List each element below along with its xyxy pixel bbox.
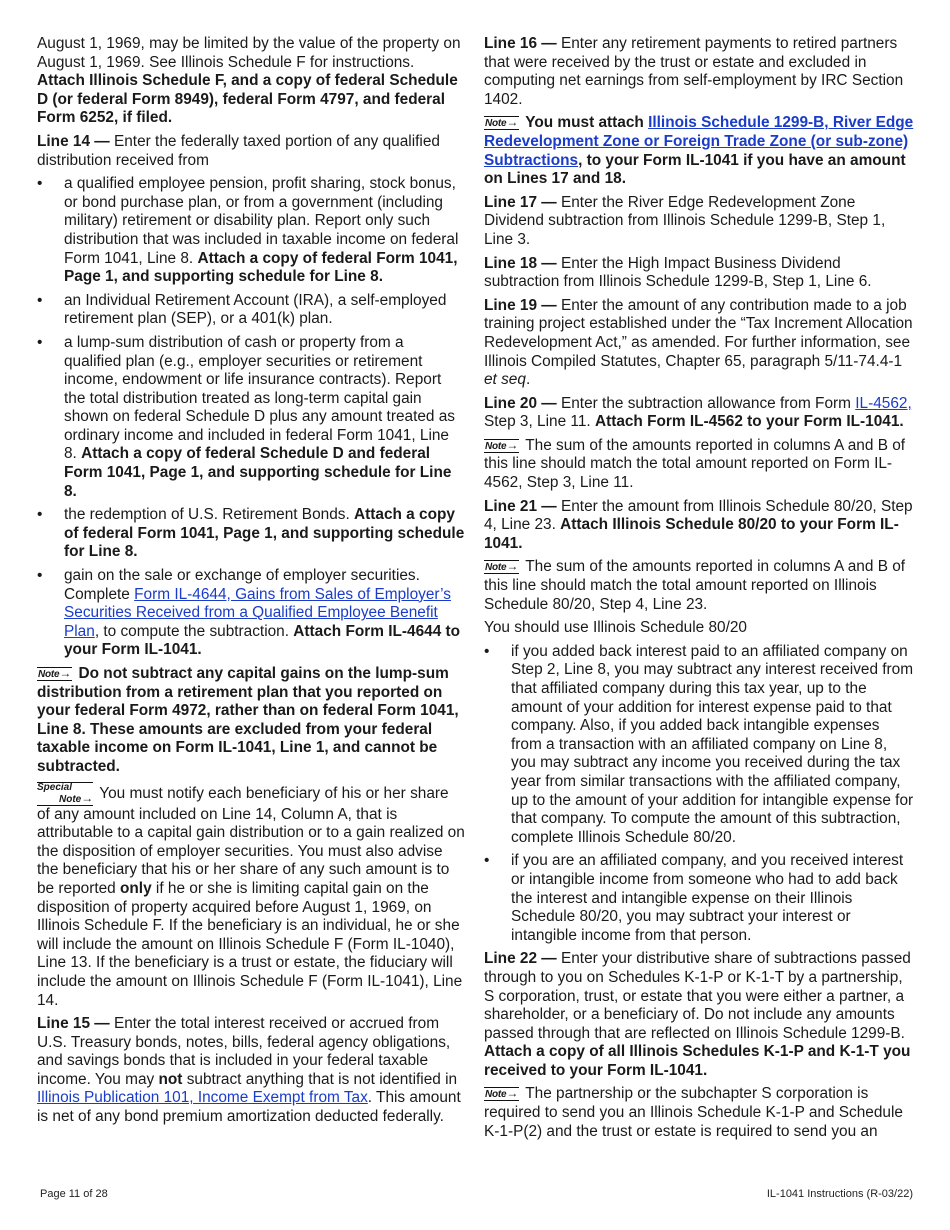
line-14-label: Line 14 — — [37, 132, 110, 150]
line-20-paragraph: Line 20 — Enter the subtraction allowance from Form IL-4562, Step 3, Line 11. Attach Form IL-4562 to your Form IL-1041. — [484, 394, 912, 431]
line-15-label: Line 15 — — [37, 1015, 110, 1033]
form-il-4644-link[interactable]: Form IL-4644, Gains from Sales of Employer’s Securities Received from a Qualified Employee Benefit Plan — [64, 585, 451, 640]
line-14-paragraph — [37, 133, 465, 170]
line-17-label: Line 17 — — [484, 193, 557, 211]
line-16-label: Line 16 — — [484, 35, 557, 52]
note-capital-gains: Note→ Do not subtract any capital gains on the lump-sum distribution from a retirement plan that you reported on your federal Form 4972, rather than on federal Form 1041, Line 8. These amounts are excluded from your federal taxable income on Form IL-1041, Line 1, and cannot be subtracted. — [37, 665, 459, 775]
special-note-icon: Special Note→ — [37, 781, 94, 805]
form-il-4562-link[interactable]: IL-4562, — [855, 394, 912, 412]
line-14-bullet-list — [37, 175, 465, 660]
schedule-8020-bullet-list — [484, 643, 914, 946]
line-17-paragraph: Line 17 — Enter the River Edge Redevelopment Zone Dividend subtraction from Illinois Schedule 1299-B, Step 1, Line 3. — [484, 193, 886, 248]
list-item: • the redemption of U.S. Retirement Bonds. Attach a copy of federal Form 1041, Page 1, and supporting schedule for Line 8. — [37, 506, 465, 562]
note-icon: Note→ — [485, 115, 519, 130]
form-identifier: IL-1041 Instructions (R-03/22) — [766, 1188, 913, 1200]
note-icon: Note→ — [485, 437, 519, 452]
use-8020-paragraph: You should use Illinois Schedule 80/20 — [484, 619, 747, 637]
intro-paragraph — [37, 35, 465, 128]
left-column — [37, 35, 465, 1132]
line-20-label: Line 20 — — [484, 394, 557, 412]
list-item: • if you added back interest paid to an affiliated company on Step 2, Line 8, you may subtract any interest received from that affiliated company during this tax year, up to the amount of your addition for interest expense paid to that company. Also, if you added back intangible expenses from a transaction with an affiliated company on Line 8, you may subtract any income you received during the tax year from similar transactions with the affiliated company, up to the amount of your addition for intangible expense for that company. To compute the amount of this subtraction, complete Illinois Schedule 80/20. — [484, 643, 914, 848]
note-icon: Note→ — [485, 1086, 519, 1101]
page-number: Page 11 of 28 — [40, 1188, 108, 1200]
line-15-paragraph: Line 15 — Enter the total interest received or accrued from U.S. Treasury bonds, notes, bills, federal agency obligations, and savings bonds that is included in your federal taxable income. You may not subtract anything that is not identified in Illinois Publication 101, Income Exempt from Tax. This amount is net of any bond premium amortization deducted federally. — [37, 1015, 461, 1126]
line-19-paragraph: Line 19 — Enter the amount of any contribution made to a job training project established under the “Tax Increment Allocation Redevelopment Act,” as amended. For further information, see Illinois Compiled Statutes, Chapter 65, paragraph 5/11-74.4-1 et seq. — [484, 296, 913, 389]
line-16-paragraph: Line 16 — Enter any retirement payments to retired partners that were received by the trust or estate and excluded in computing net earnings from self-employment by IRC Section 1402. — [484, 35, 904, 108]
line-19-label: Line 19 — — [484, 296, 557, 314]
list-item: • an Individual Retirement Account (IRA), a self-employed retirement plan (SEP), or a 401(k) plan. — [37, 292, 465, 329]
line-21-label: Line 21 — — [484, 497, 557, 515]
line-18-paragraph: Line 18 — Enter the High Impact Business Dividend subtraction from Illinois Schedule 1299-B, Step 1, Line 6. — [484, 254, 872, 291]
intro-bold: Attach Illinois Schedule F, and a copy of federal Schedule D (or federal Form 8949), federal Form 4797, and federal Form 6252, if filed. — [37, 72, 458, 127]
list-item: • a qualified employee pension, profit sharing, stock bonus, or bond purchase plan, or from a government (including military) retirement or disability plan. Report only such distribution that was included in taxable income on federal Form 1041, Line 8. Attach a copy of federal Form 1041, Page 1, and supporting schedule for Line 8. — [37, 175, 465, 287]
list-item: • gain on the sale or exchange of employer securities. Complete Form IL-4644, Gains from Sales of Employer’s Securities Received from a Qualified Employee Benefit Plan, to compute the subtraction. Attach Form IL-4644 to your Form IL-1041. — [37, 567, 465, 660]
line-18-label: Line 18 — — [484, 254, 557, 272]
list-item: • a lump-sum distribution of cash or property from a qualified plan (e.g., employer securities or retirement income, endowment or life insurance contracts). Report the total distribution treated as long-term capital gain shown on federal Schedule D plus any amount treated as ordinary income and included in federal Form 1041, Line 8. Attach a copy of federal Schedule D and federal Form 1041, Page 1, and supporting schedule for Line 8. — [37, 334, 465, 501]
note-k1-schedules: Note→ The partnership or the subchapter S corporation is required to send you an Illinois Schedule K-1-P and Schedule K-1-P(2) and the trust or estate is required to send you an — [484, 1085, 903, 1140]
publication-101-link[interactable]: Illinois Publication 101, Income Exempt from Tax — [37, 1089, 368, 1107]
special-note-paragraph: Special Note→ You must notify each beneficiary of his or her share of any amount included on Line 14, Column A, that is attributable to a capital gain distribution or to a gain realized on the disposition of employer securities. You must also advise the beneficiary that his or her share of any such amount is to be reported only if he or she is limiting capital gain on the disposition of property acquired before August 1, 1969, on Illinois Schedule F. If the beneficiary is an individual, he or she will include the amount on Illinois Schedule F (Form IL-1040), Line 13. If the beneficiary is a trust or estate, the fiduciary will include the amount on Illinois Schedule F (Form IL-1041), Line 14. — [37, 781, 465, 1009]
schedule-1299b-link[interactable]: Illinois Schedule 1299-B, River Edge Redevelopment Zone or Foreign Trade Zone (or sub-zone) Subtractions — [484, 114, 914, 169]
right-column — [484, 35, 914, 1146]
line-22-paragraph: Line 22 — Enter your distributive share of subtractions passed through to you on Schedules K-1-P or K-1-T by a partnership, S corporation, trust, or estate that you were either a partner, a shareholder, or a beneficiary of. Do not include any amounts passed through that are reflected on Illinois Schedule 1299-B. Attach a copy of all Illinois Schedules K-1-P and K-1-T you received to your Form IL-1041. — [484, 950, 911, 1079]
list-item: • if you are an affiliated company, and you received interest or intangible income from someone who had to add back the interest and intangible expense on their Illinois Schedule 80/20, you may subtract your interest or intangible income from that person. — [484, 852, 914, 945]
note-schedule-1299b: Note→ You must attach Illinois Schedule 1299-B, River Edge Redevelopment Zone or Foreign Trade Zone (or sub-zone) Subtractions, to your Form IL-1041 if you have an amount on Lines 17 and 18. — [484, 114, 914, 188]
note-icon: Note→ — [38, 666, 72, 680]
line-22-label: Line 22 — — [484, 950, 557, 968]
intro-text: August 1, 1969, may be limited by the value of the property on August 1, 1969. See Illinois Schedule F for instructions. — [37, 35, 461, 71]
note-il-4562-sum: Note→ The sum of the amounts reported in columns A and B of this line should match the total amount reported on Form IL-4562, Step 3, Line 11. — [484, 436, 906, 492]
note-icon: Note→ — [485, 559, 519, 574]
line-14-text: Enter the federally taxed portion of any qualified distribution received from — [37, 132, 440, 169]
note-8020-sum: Note→ The sum of the amounts reported in columns A and B of this line should match the total amount reported on Illinois Schedule 80/20, Step 4, Line 23. — [484, 558, 906, 613]
line-21-paragraph: Line 21 — Enter the amount from Illinois Schedule 80/20, Step 4, Line 23. Attach Illinois Schedule 80/20 to your Form IL-1041. — [484, 497, 913, 552]
